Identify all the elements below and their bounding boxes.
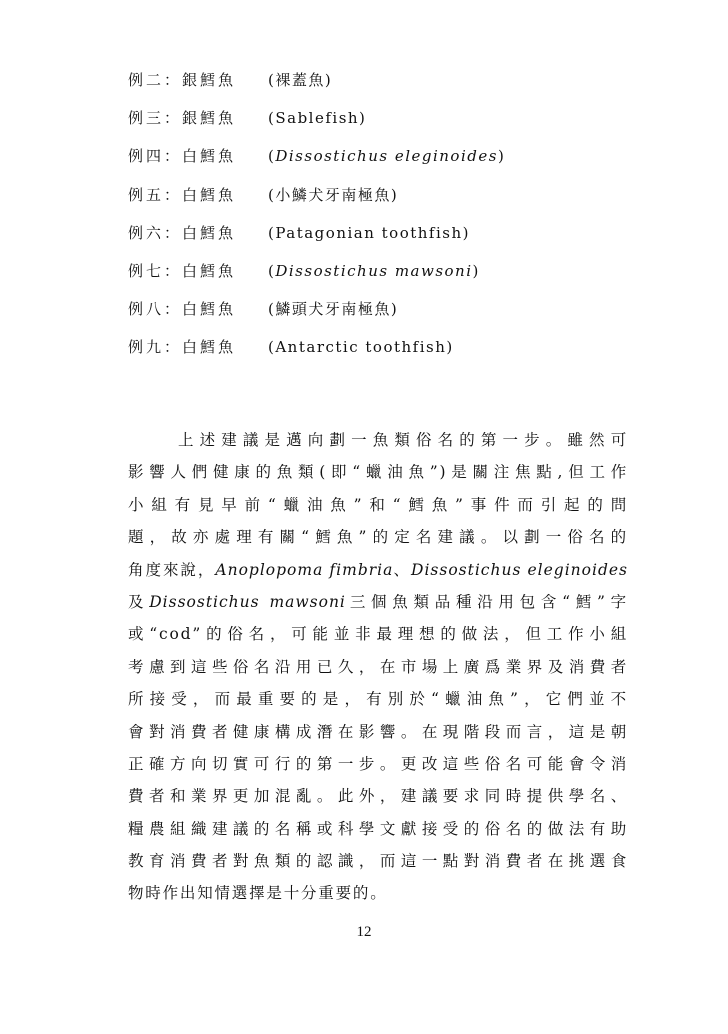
paragraph-line: 上述建議是邁向劃一魚類俗名的第一步。雖然可: [178, 431, 628, 449]
example-item: [128, 142, 688, 180]
paren-close: ): [472, 261, 480, 280]
paragraph-line: [128, 554, 628, 586]
example-item: [128, 181, 688, 219]
text-run: 及: [128, 592, 150, 611]
scientific-name: Dissostichus eleginoides: [275, 147, 498, 166]
example-fish-name: [268, 257, 480, 295]
page-number: 12: [356, 924, 372, 940]
example-item: [128, 257, 688, 295]
paragraph-line: 正確方向切實可行的第一步。更改這些俗名可能會令消: [128, 754, 628, 773]
scientific-name: Anoplopoma fimbria: [215, 560, 394, 579]
example-label: 例五：白鱈魚: [128, 185, 237, 204]
body-paragraph: [128, 424, 628, 910]
example-label: 例四：白鱈魚: [128, 147, 237, 166]
example-label: 例九：白鱈魚: [128, 338, 237, 357]
example-label: 例二：銀鱈魚: [128, 71, 237, 89]
example-fish-name: (裸蓋魚): [268, 71, 333, 89]
example-item: [128, 333, 688, 371]
paragraph-line: 題，故亦處理有關“鱈魚”的定名建議。以劃一俗名的: [128, 528, 628, 547]
example-label: 例三：銀鱈魚: [128, 109, 237, 128]
paren-close: ): [497, 147, 506, 166]
example-fish-name: (小鱗犬牙南極魚): [268, 185, 399, 204]
paragraph-line: 物時作出知情選擇是十分重要的。: [128, 884, 388, 903]
paragraph-line: 糧農組織建議的名稱或科學文獻接受的俗名的做法有助: [128, 819, 628, 838]
example-list: [128, 66, 688, 372]
paren-open: (: [268, 261, 276, 280]
example-fish-name: (Patagonian toothfish): [268, 223, 470, 242]
example-label: 例七：白鱈魚: [128, 261, 237, 280]
paragraph-line: 會對消費者健康構成潛在影響。在現階段而言，這是朝: [128, 722, 628, 741]
scientific-name: Dissostichus eleginoides: [411, 560, 628, 579]
example-item: [128, 295, 688, 333]
example-item: [128, 66, 688, 104]
paragraph-line: 或“cod”的俗名，可能並非最理想的做法，但工作小組: [128, 625, 628, 644]
example-label: 例八：白鱈魚: [128, 300, 237, 319]
scientific-name: Dissostichus mawsoni: [149, 592, 346, 611]
example-item: [128, 219, 688, 257]
paren-open: (: [268, 147, 276, 166]
paragraph-line: 影響人們健康的魚類(即“蠟油魚”)是關注焦點,但工作: [128, 463, 628, 482]
paragraph-line: 費者和業界更加混亂。此外，建議要求同時提供學名、: [128, 787, 628, 806]
paragraph-line: 小組有見早前“蠟油魚”和“鱈魚”事件而引起的問: [128, 495, 628, 514]
example-item: [128, 104, 688, 142]
scientific-name: Dissostichus mawsoni: [275, 261, 473, 280]
paragraph-line: [128, 586, 628, 618]
example-fish-name: (Sablefish): [268, 109, 367, 128]
example-fish-name: (Antarctic toothfish): [268, 338, 454, 357]
paragraph-line: 教育消費者對魚類的認識，而這一點對消費者在挑選食: [128, 852, 628, 871]
paragraph-line: 所接受，而最重要的是，有別於“蠟油魚”，它們並不: [128, 690, 628, 709]
example-fish-name: (鱗頭犬牙南極魚): [268, 300, 399, 319]
text-run: 三個魚類品種沿用包含“鱈”字: [345, 592, 628, 611]
text-run: 、: [393, 560, 412, 579]
paragraph-line: 考慮到這些俗名沿用已久，在市場上廣爲業界及消費者: [128, 657, 628, 676]
example-fish-name: [268, 142, 505, 180]
example-label: 例六：白鱈魚: [128, 223, 237, 242]
text-run: 角度來說，: [128, 560, 216, 579]
